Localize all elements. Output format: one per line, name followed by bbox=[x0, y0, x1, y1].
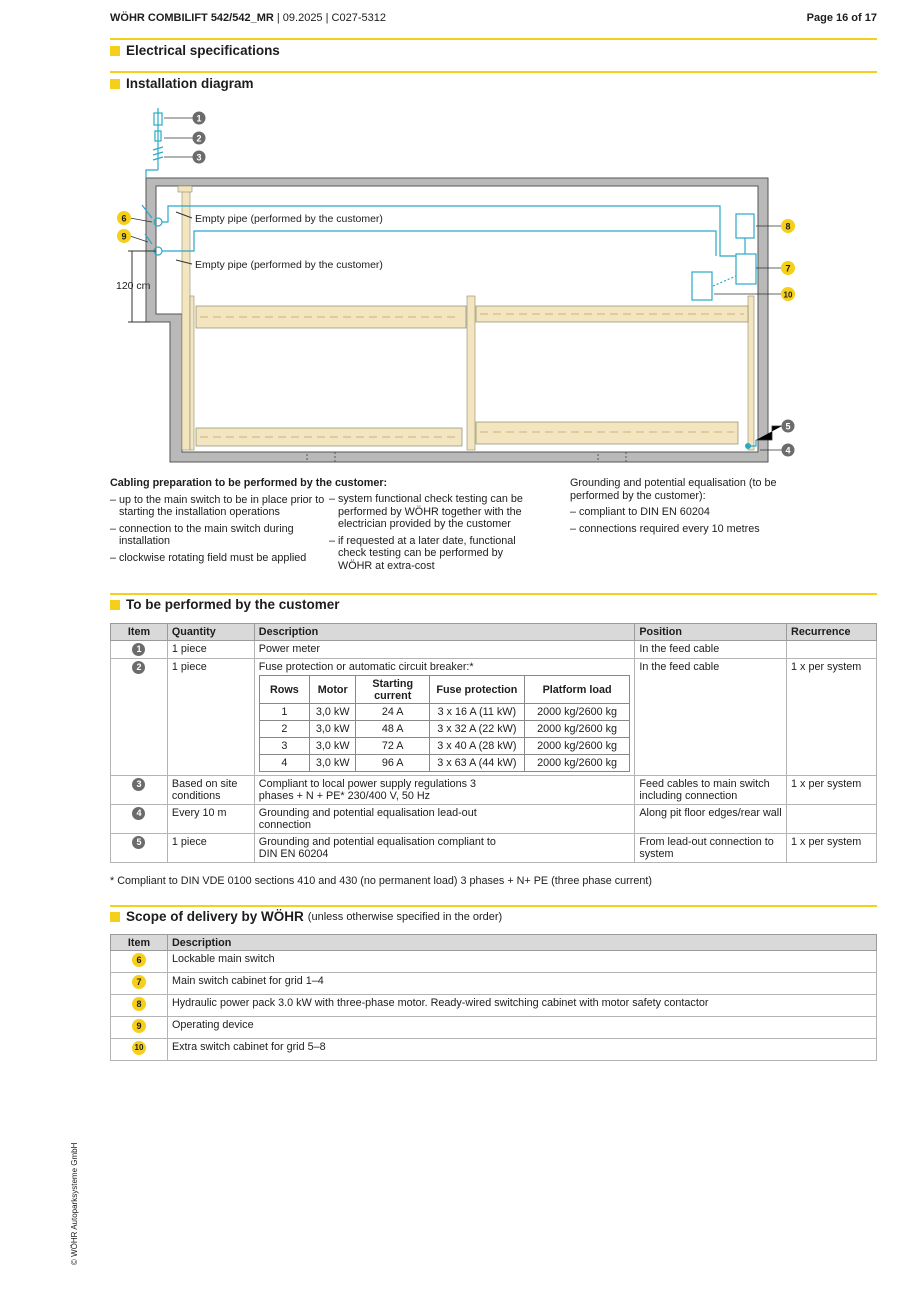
divider bbox=[110, 905, 877, 907]
fuse-header: Starting current bbox=[356, 676, 429, 704]
fuse-row bbox=[259, 738, 630, 755]
section-title-electrical bbox=[110, 43, 280, 58]
recurrence-cell: 1 x per system bbox=[787, 834, 877, 863]
item-badge: 2 bbox=[132, 661, 145, 674]
post-right bbox=[748, 296, 754, 450]
fuse-intro: Fuse protection or automatic circuit breaker:* bbox=[258, 661, 474, 673]
doc-title-line bbox=[110, 12, 386, 24]
marker-7-label: 7 bbox=[785, 263, 791, 274]
table-header-row bbox=[111, 935, 877, 951]
fuse-cell: 3,0 kW bbox=[309, 738, 356, 755]
table-row bbox=[111, 1017, 877, 1039]
item-cell bbox=[111, 641, 168, 659]
section-title-text: Electrical specifications bbox=[126, 43, 280, 58]
cabling-col-2 bbox=[329, 489, 534, 572]
footnote: * Compliant to DIN VDE 0100 sections 410 and 430 (no permanent load) 3 phases + N+ PE (three phase current) bbox=[110, 875, 652, 887]
fuse-cell: 96 A bbox=[356, 755, 429, 772]
fuse-cell: 2000 kg/2600 kg bbox=[524, 755, 630, 772]
item-cell bbox=[111, 659, 168, 776]
description-cell: Compliant to local power supply regulations 3 phases + N + PE* 230/400 V, 50 Hz bbox=[254, 776, 635, 805]
table-row bbox=[111, 805, 877, 834]
fuse-header-row bbox=[259, 676, 630, 704]
yellow-square-icon bbox=[110, 912, 120, 922]
post-cap bbox=[178, 186, 192, 192]
description-cell: Extra switch cabinet for grid 5–8 bbox=[167, 1039, 876, 1061]
table-row bbox=[111, 973, 877, 995]
fuse-cell: 72 A bbox=[356, 738, 429, 755]
fuse-cell: 2 bbox=[259, 721, 309, 738]
quantity-cell: 1 piece bbox=[167, 834, 254, 863]
item-badge: 4 bbox=[132, 807, 145, 820]
section-title-customer bbox=[110, 597, 340, 612]
markers bbox=[117, 112, 795, 457]
fuse-table bbox=[259, 675, 631, 772]
section-title-text: To be performed by the customer bbox=[126, 597, 340, 612]
table-row bbox=[111, 995, 877, 1017]
fuse-header: Fuse protection bbox=[429, 676, 524, 704]
description-cell: Main switch cabinet for grid 1–4 bbox=[167, 973, 876, 995]
grounding-heading: Grounding and potential equalisation (to be performed by the customer): bbox=[570, 477, 777, 502]
fuse-row bbox=[259, 704, 630, 721]
fuse-cell: 2000 kg/2600 kg bbox=[524, 704, 630, 721]
description-cell: Lockable main switch bbox=[167, 951, 876, 973]
fuse-header: Platform load bbox=[524, 676, 630, 704]
quantity-cell: Based on site conditions bbox=[167, 776, 254, 805]
description-cell: Grounding and potential equalisation lead-out connection bbox=[254, 805, 635, 834]
page-number: Page 16 of 17 bbox=[806, 12, 877, 24]
cabling-col-1 bbox=[110, 477, 388, 564]
fuse-header: Motor bbox=[309, 676, 356, 704]
cabling-col-3 bbox=[570, 477, 800, 535]
fuse-cell: 48 A bbox=[356, 721, 429, 738]
column-header: Quantity bbox=[167, 624, 254, 641]
item-badge: 5 bbox=[132, 836, 145, 849]
fuse-cell: 3,0 kW bbox=[309, 721, 356, 738]
marker-8-label: 8 bbox=[785, 221, 791, 232]
fuse-cell: 2000 kg/2600 kg bbox=[524, 738, 630, 755]
marker-10-label: 10 bbox=[783, 290, 793, 300]
position-cell: In the feed cable bbox=[635, 641, 787, 659]
table-row bbox=[111, 641, 877, 659]
doc-meta: | 09.2025 | C027-5312 bbox=[276, 12, 386, 24]
fuse-cell: 3 bbox=[259, 738, 309, 755]
item-cell bbox=[111, 973, 168, 995]
table-row bbox=[111, 776, 877, 805]
item-cell bbox=[111, 1017, 168, 1039]
item-badge: 1 bbox=[132, 643, 145, 656]
section-title-text: Installation diagram bbox=[126, 76, 254, 91]
column-header: Recurrence bbox=[787, 624, 877, 641]
fuse-header: Rows bbox=[259, 676, 309, 704]
cabling-item: – connection to the main switch during installation bbox=[110, 522, 294, 547]
yellow-square-icon bbox=[110, 46, 120, 56]
customer-table bbox=[110, 623, 877, 863]
column-header: Description bbox=[254, 624, 635, 641]
section-title-installation bbox=[110, 76, 254, 91]
recurrence-cell: 1 x per system bbox=[787, 659, 877, 776]
description-cell: Grounding and potential equalisation compliant to DIN EN 60204 bbox=[254, 834, 635, 863]
page-header bbox=[110, 12, 877, 28]
copyright: © WÖHR Autoparksysteme GmbH bbox=[70, 1142, 79, 1265]
item-cell bbox=[111, 995, 168, 1017]
recurrence-cell bbox=[787, 641, 877, 659]
item-badge: 6 bbox=[132, 953, 146, 967]
post-middle bbox=[467, 296, 475, 450]
item-badge: 8 bbox=[132, 997, 146, 1011]
section-subtitle: (unless otherwise specified in the order) bbox=[307, 910, 503, 923]
item-cell bbox=[111, 1039, 168, 1061]
section-title-text: Scope of delivery by WÖHR bbox=[126, 909, 304, 924]
quantity-cell: Every 10 m bbox=[167, 805, 254, 834]
ground-point bbox=[745, 443, 751, 449]
cabling-item: – if requested at a later date, functional check testing can be performed by WÖHR at extra-cost bbox=[329, 534, 516, 572]
marker-9-label: 9 bbox=[121, 231, 127, 242]
grounding-item: – connections required every 10 metres bbox=[570, 522, 760, 535]
table-row bbox=[111, 834, 877, 863]
item-badge: 9 bbox=[132, 1019, 146, 1033]
item-badge: 3 bbox=[132, 778, 145, 791]
marker-5-label: 5 bbox=[785, 421, 791, 432]
cabling-item: – clockwise rotating field must be applied bbox=[110, 551, 307, 564]
fuse-cell: 3 x 32 A (22 kW) bbox=[429, 721, 524, 738]
recurrence-cell bbox=[787, 805, 877, 834]
item-cell bbox=[111, 834, 168, 863]
cabling-heading: Cabling preparation to be performed by the customer: bbox=[110, 477, 388, 489]
wiring bbox=[142, 108, 756, 446]
doc-title: WÖHR COMBILIFT 542/542_MR bbox=[110, 12, 274, 24]
marker-1-label: 1 bbox=[196, 113, 202, 124]
fuse-cell: 3 x 40 A (28 kW) bbox=[429, 738, 524, 755]
description-cell: Operating device bbox=[167, 1017, 876, 1039]
cabling-item: – system functional check testing can be performed by WÖHR together with the electrician provided by the customer bbox=[329, 493, 523, 530]
post-left-inner bbox=[190, 296, 194, 450]
fuse-cell: 2000 kg/2600 kg bbox=[524, 721, 630, 738]
height-label: 120 cm bbox=[116, 280, 151, 292]
fuse-row bbox=[259, 755, 630, 772]
marker-3-label: 3 bbox=[196, 152, 202, 163]
column-header: Item bbox=[111, 935, 168, 951]
item-badge: 10 bbox=[132, 1041, 146, 1055]
fuse-cell: 4 bbox=[259, 755, 309, 772]
description-cell bbox=[254, 659, 635, 776]
yellow-square-icon bbox=[110, 79, 120, 89]
fuse-cell: 3,0 kW bbox=[309, 704, 356, 721]
column-header: Position bbox=[635, 624, 787, 641]
platform-lower-right bbox=[476, 422, 738, 444]
installation-diagram bbox=[105, 100, 805, 470]
divider bbox=[110, 593, 877, 595]
item-cell bbox=[111, 776, 168, 805]
section-title-scope bbox=[110, 909, 502, 924]
fuse-cell: 3 x 16 A (11 kW) bbox=[429, 704, 524, 721]
recurrence-cell: 1 x per system bbox=[787, 776, 877, 805]
position-cell: In the feed cable bbox=[635, 659, 787, 776]
scope-table bbox=[110, 934, 877, 1061]
table-header-row bbox=[111, 624, 877, 641]
grounding-item: – compliant to DIN EN 60204 bbox=[570, 506, 710, 518]
description-cell: Hydraulic power pack 3.0 kW with three-phase motor. Ready-wired switching cabinet with motor safety contactor bbox=[167, 995, 876, 1017]
cabling-item: – up to the main switch to be in place prior to starting the installation operations bbox=[110, 493, 325, 518]
fuse-cell: 3 x 63 A (44 kW) bbox=[429, 755, 524, 772]
marker-2-label: 2 bbox=[196, 133, 202, 144]
yellow-square-icon bbox=[110, 600, 120, 610]
item-cell bbox=[111, 805, 168, 834]
marker-6-label: 6 bbox=[121, 213, 127, 224]
position-cell: Along pit floor edges/rear wall bbox=[635, 805, 787, 834]
description-cell: Power meter bbox=[254, 641, 635, 659]
position-cell: Feed cables to main switch including connection bbox=[635, 776, 787, 805]
quantity-cell: 1 piece bbox=[167, 641, 254, 659]
fuse-cell: 24 A bbox=[356, 704, 429, 721]
post-left bbox=[182, 188, 190, 450]
item-cell bbox=[111, 951, 168, 973]
item-badge: 7 bbox=[132, 975, 146, 989]
marker-4-label: 4 bbox=[785, 445, 791, 456]
table-row bbox=[111, 1039, 877, 1061]
column-header: Item bbox=[111, 624, 168, 641]
divider bbox=[110, 71, 877, 73]
table-row bbox=[111, 951, 877, 973]
position-cell: From lead-out connection to system bbox=[635, 834, 787, 863]
marker-leaders bbox=[130, 118, 782, 450]
fuse-row bbox=[259, 721, 630, 738]
divider bbox=[110, 38, 877, 40]
column-header: Description bbox=[167, 935, 876, 951]
table-row bbox=[111, 659, 877, 776]
fuse-cell: 3,0 kW bbox=[309, 755, 356, 772]
fuse-cell: 1 bbox=[259, 704, 309, 721]
pipe-label-2: Empty pipe (performed by the customer) bbox=[195, 259, 383, 271]
quantity-cell: 1 piece bbox=[167, 659, 254, 776]
pipe-label-1: Empty pipe (performed by the customer) bbox=[195, 213, 383, 225]
